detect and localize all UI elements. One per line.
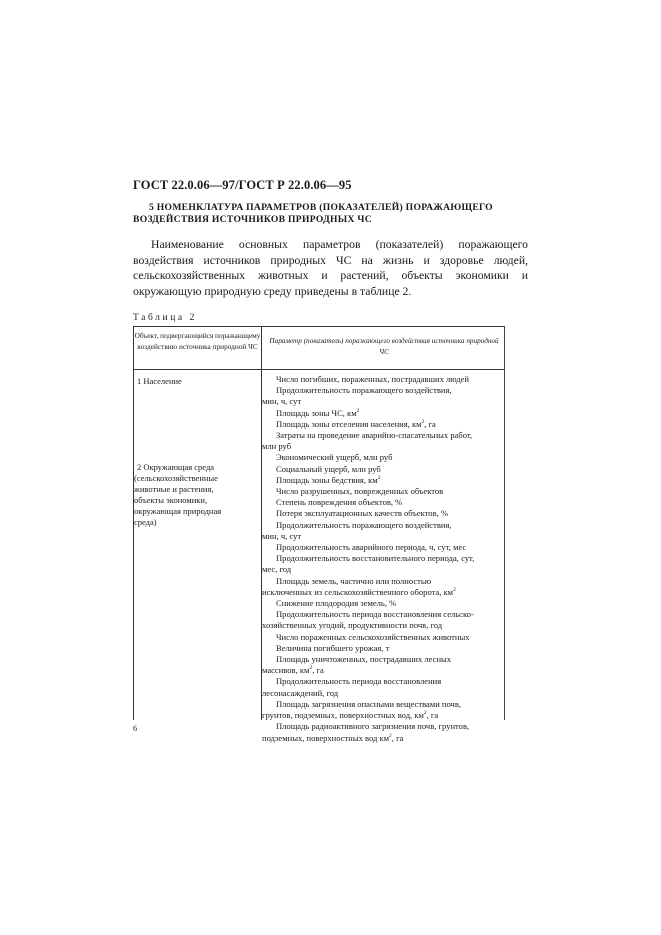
- parameter-item: [262, 654, 503, 676]
- parameter-item: [262, 553, 503, 575]
- intro-line: сельскохозяйственных животных и растений, объекты экономики и: [133, 269, 528, 283]
- parameter-item: [262, 598, 503, 609]
- intro-line: окружающую природную среду приведены в таблице 2.: [133, 284, 412, 298]
- parameter-list: [262, 374, 503, 744]
- table-border-top: [134, 326, 504, 327]
- parameter-line: исключенных из сельскохозяйственного оборота, $км^2$: [262, 586, 456, 597]
- parameters-table: [133, 326, 505, 743]
- parameter-item: [262, 486, 503, 497]
- object-population: 1 Население: [137, 376, 182, 386]
- parameter-item: [262, 475, 503, 486]
- parameter-item: [262, 430, 503, 452]
- parameter-line: Продолжительность восстановительного периода, сут,: [276, 553, 475, 564]
- parameter-item: [262, 699, 503, 721]
- parameter-item: [262, 385, 503, 407]
- table-header-divider: [134, 369, 504, 370]
- parameter-line: мес, год: [262, 564, 292, 575]
- parameter-line: Число разрушенных, поврежденных объектов: [276, 486, 444, 497]
- table-header-parameter: Параметр (показатель) поражающего воздействия источника природной ЧС: [269, 337, 499, 356]
- parameter-item: [262, 609, 503, 631]
- parameter-line: Площадь радиоактивного загрязнения почв, грунтов,: [276, 721, 470, 732]
- parameter-line: Площадь зоны отселения населения, $км^2$, га: [276, 418, 436, 429]
- object-line: окружающая природная: [134, 506, 222, 516]
- parameter-line: Продолжительность аварийного периода, ч, сут, мес: [276, 542, 467, 553]
- parameter-item: [262, 419, 503, 430]
- parameter-line: лесонасаждений, год: [262, 687, 339, 698]
- parameter-line: Площадь зоны ЧС, $км^2$: [276, 407, 360, 418]
- parameter-line: Продолжительность периода восстановления сельско-: [276, 609, 474, 620]
- parameter-item: [262, 464, 503, 475]
- object-line: животные и растения,: [134, 484, 214, 494]
- table-header-object: Объект, подвергающийся поражающему воздействию источника природной ЧС: [134, 331, 261, 351]
- parameter-line: мин, ч, сут: [262, 530, 302, 541]
- parameter-line: хозяйственных угодий, продуктивности почв, год: [262, 620, 443, 631]
- parameter-item: [262, 497, 503, 508]
- parameter-line: мин, ч, сут: [262, 396, 302, 407]
- parameter-item: [262, 721, 503, 743]
- parameter-line: Число погибших, пораженных, пострадавших людей: [276, 374, 469, 384]
- parameter-line: Площадь зоны бедствия, $км^2$: [276, 474, 381, 485]
- section-title-line: ВОЗДЕЙСТВИЯ ИСТОЧНИКОВ ПРИРОДНЫХ ЧС: [133, 214, 372, 225]
- parameter-line: Степень повреждения объектов, %: [276, 497, 403, 508]
- parameter-line: Продолжительность поражающего воздействия,: [276, 519, 452, 530]
- parameter-item: [262, 452, 503, 463]
- intro-paragraph: [133, 237, 528, 299]
- parameter-line: Площадь земель, частично или полностью: [276, 575, 432, 586]
- object-line: 2 Окружающая среда: [137, 462, 215, 472]
- parameter-line: грунтов, подземных, поверхностных вод, $км^2$, га: [262, 710, 439, 721]
- parameter-line: Потеря эксплуатационных качеств объектов, %: [276, 508, 448, 519]
- intro-line: воздействия источников природных ЧС на жизнь и здоровье людей,: [133, 253, 528, 267]
- parameter-line: Продолжительность поражающего воздействия,: [276, 385, 452, 396]
- parameter-item: [262, 576, 503, 598]
- parameter-line: Экономический ущерб, млн руб: [276, 452, 393, 463]
- parameter-item: [262, 508, 503, 519]
- parameter-item: [262, 520, 503, 542]
- parameter-line: Затраты на проведение аварийно-спасательных работ,: [276, 430, 473, 441]
- object-line: среда): [134, 517, 157, 527]
- intro-line: Наименование основных параметров (показателей) поражающего: [151, 238, 528, 251]
- parameter-item: [262, 408, 503, 419]
- section-title: [133, 202, 528, 226]
- object-line: объекты экономики,: [134, 495, 208, 505]
- parameter-line: Социальный ущерб, млн руб: [276, 463, 381, 474]
- parameter-line: Продолжительность периода восстановления: [276, 676, 442, 687]
- parameter-item: [262, 676, 503, 698]
- parameter-line: подземных, поверхностных вод $км^2$, га: [262, 732, 404, 743]
- standard-header: ГОСТ 22.0.06—97/ГОСТ Р 22.0.06—95: [133, 178, 352, 192]
- parameter-line: млн руб: [262, 441, 292, 452]
- parameter-item: [262, 632, 503, 643]
- parameter-item: [262, 374, 503, 385]
- parameter-line: Площадь уничтоженных, пострадавших лесных: [276, 654, 452, 665]
- parameter-line: Число пораженных сельскохозяйственных животных: [276, 631, 470, 642]
- parameter-line: Снижение плодородия земель, %: [276, 598, 397, 609]
- parameter-line: Величина погибшего урожая, т: [276, 642, 390, 653]
- parameter-item: [262, 643, 503, 654]
- parameter-line: массивов, $км^2$, га: [262, 665, 324, 676]
- parameter-line: Площадь загрязнения опасными веществами почв,: [276, 698, 462, 709]
- object-environment: [134, 462, 259, 528]
- object-line: (сельскохозяйственные: [134, 473, 218, 483]
- section-title-line: 5 НОМЕНКЛАТУРА ПАРАМЕТРОВ (ПОКАЗАТЕЛЕЙ) ПОРАЖАЮЩЕГО: [149, 202, 493, 213]
- parameter-item: [262, 542, 503, 553]
- page-number: 6: [133, 724, 137, 733]
- table-caption: Таблица 2: [133, 313, 198, 323]
